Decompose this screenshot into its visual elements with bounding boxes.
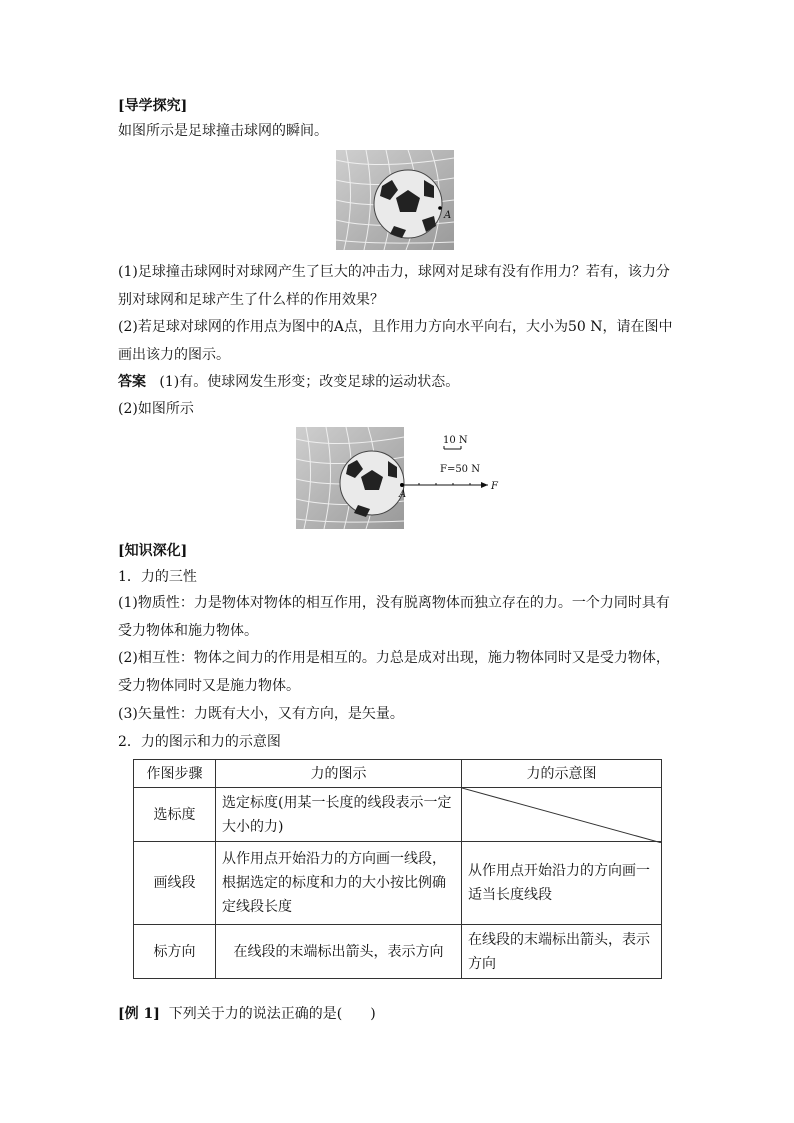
table-row [134, 842, 662, 925]
example-1 [118, 1004, 376, 1024]
diagram-cell: 从作用点开始沿力的方向画一线段，根据选定的标度和力的大小按比例确定线段长度 [216, 842, 462, 925]
scale-label: 10 N [443, 435, 468, 446]
answer-label: 答案 [118, 374, 146, 390]
intro-text: 如图所示是足球撞击球网的瞬间。 [118, 123, 328, 139]
sketch-cell: 在线段的末端标出箭头，表示方向 [462, 925, 662, 979]
example-text: 下列关于力的说法正确的是( ) [168, 1006, 376, 1022]
question-1-line-2: 别对球网和足球产生了什么样的作用效果？ [118, 292, 384, 308]
force-f-label: F [491, 481, 498, 492]
para-3: (3)矢量性：力既有大小，又有方向，是矢量。 [118, 706, 404, 722]
question-1-line-1: (1)足球撞击球网时对球网产生了巨大的冲击力，球网对足球有没有作用力？若有，该力分 [118, 264, 670, 280]
empty-diagonal-cell [462, 788, 662, 842]
step-cell: 选标度 [134, 788, 216, 842]
step-cell: 画线段 [134, 842, 216, 925]
table-header-cell: 力的图示 [216, 760, 462, 788]
table-header-cell: 作图步骤 [134, 760, 216, 788]
para-1-line-2: 受力物体和施力物体。 [118, 623, 258, 639]
section-knowledge-title: [知识深化] [118, 543, 188, 559]
section-guided-title: [导学探究] [118, 98, 188, 114]
para-1-line-1: (1)物质性：力是物体对物体的相互作用，没有脱离物体而独立存在的力。一个力同时具有 [118, 595, 670, 611]
point-a-label: A [444, 210, 452, 221]
heading-1: 1．力的三性 [118, 569, 197, 585]
answer-2-text: (2)如图所示 [118, 401, 194, 417]
soccer-net-photo [336, 150, 454, 250]
diagonal-line [462, 788, 662, 843]
answer-line-1 [118, 372, 459, 392]
table-header-cell: 力的示意图 [462, 760, 662, 788]
scale-bar [444, 446, 461, 449]
para-2-line-2: 受力物体同时又是施力物体。 [118, 678, 300, 694]
diagram-cell: 选定标度(用某一长度的线段表示一定大小的力) [216, 788, 462, 842]
answer-1-text: (1)有。使球网发生形变；改变足球的运动状态。 [159, 374, 460, 390]
table-header-row [134, 760, 662, 788]
para-2-line-1: (2)相互性：物体之间力的作用是相互的。力总是成对出现，施力物体同时又是受力物体， [118, 650, 670, 666]
force-arrow [402, 482, 488, 488]
example-label: [例 1] [118, 1006, 160, 1022]
point-a-dot [400, 483, 404, 487]
table-row [134, 925, 662, 979]
force-diagram-figure [296, 427, 506, 529]
heading-2: 2．力的图示和力的示意图 [118, 734, 281, 750]
point-a-label-2: A [399, 489, 407, 500]
sketch-cell: 从作用点开始沿力的方向画一适当长度线段 [462, 842, 662, 925]
step-cell: 标方向 [134, 925, 216, 979]
table-row [134, 788, 662, 842]
force-value-label: F=50 N [440, 464, 480, 475]
question-2-line-2: 画出该力的图示。 [118, 347, 230, 363]
comparison-table [133, 759, 662, 979]
question-2-line-1: (2)若足球对球网的作用点为图中的A点，且作用力方向水平向右，大小为50 N，请在图中 [118, 319, 673, 335]
diagram-cell: 在线段的末端标出箭头，表示方向 [216, 925, 462, 979]
